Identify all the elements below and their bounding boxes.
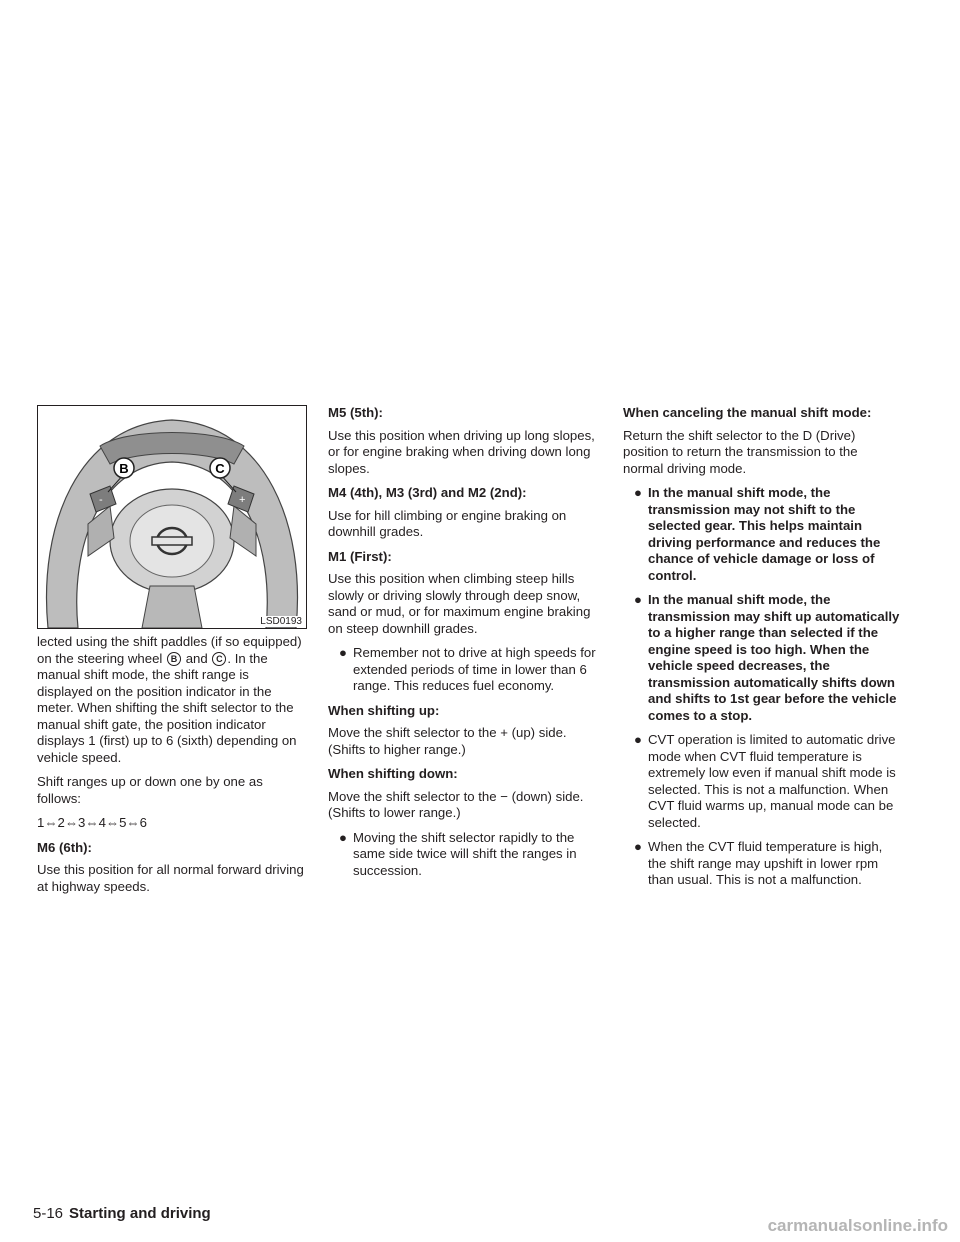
callout-c-label: C <box>215 461 225 476</box>
heading-shift-down: When shifting down: <box>328 766 458 781</box>
mark-c: C <box>212 652 226 666</box>
bullet-m1-text: Remember not to drive at high speeds for extended periods of time in lower than 6 range. This reduces fuel economy. <box>353 645 596 693</box>
bullet-icon: ● <box>339 829 347 845</box>
heading-m4: M4 (4th), M3 (3rd) and M2 (2nd): <box>328 485 527 500</box>
bullet-2-text: In the manual shift mode, the transmission may shift up automatically to a higher range than selected if the engine speed is too high. When the vehicle speed decreases, the transmission automatically shifts down and shifts to 1st gear before the vehicle comes to a stop. <box>648 592 900 723</box>
shift-sequence: 1⇔2⇔3⇔4⇔5⇔6 <box>37 815 147 830</box>
bullet-3-text: CVT operation is limited to automatic drive mode when CVT fluid temperature is extremely low even if manual shift mode is selected. This is not a malfunction. When CVT fluid warms up, manual mode can be selected. <box>648 732 896 830</box>
page-number: 5-16 <box>33 1205 64 1222</box>
callout-b-label: B <box>119 461 129 476</box>
plus-paddle-label: + <box>239 494 246 506</box>
bullet-icon: ● <box>634 839 642 854</box>
column-2 <box>328 405 603 887</box>
paragraph-m1: Use this position when climbing steep hills slowly or driving slowly through deep snow, sand or mud, or for maximum engine braking on steep downhill grades. <box>328 571 591 636</box>
column-3 <box>623 405 901 897</box>
section-title: Starting and driving <box>69 1205 211 1222</box>
bullet-warning-2 <box>623 592 901 724</box>
bullet-1-text: In the manual shift mode, the transmission may not shift to the selected gear. This helps maintain driving performance and reduces the chance of vehicle damage or loss of control. <box>648 485 881 583</box>
intro-and: and <box>182 650 212 666</box>
intro-text-b: . In the manual shift mode, the shift range is displayed on the position indicator in the meter. When shifting the shift selector to the manual shift gate, the position indicator displays 1 (first) up to 6 (sixth) depending on vehicle speed. <box>37 650 297 765</box>
steering-wheel-figure <box>37 405 307 629</box>
paragraph-cancel: Return the shift selector to the D (Drive) position to return the transmission to the normal driving mode. <box>623 427 858 476</box>
bullet-m1 <box>328 645 603 695</box>
heading-m1: M1 (First): <box>328 548 392 564</box>
figure-code: LSD0193 <box>260 616 302 627</box>
paragraph-m4: Use for hill climbing or engine braking on downhill grades. <box>328 507 567 539</box>
paragraph-shift-ranges: Shift ranges up or down one by one as follows: <box>37 774 263 806</box>
bullet-icon: ● <box>634 485 642 500</box>
heading-shift-up: When shifting up: <box>328 702 440 718</box>
bullet-shift-down <box>328 830 603 880</box>
bullet-warning-1 <box>623 485 901 584</box>
heading-m5: M5 (5th): <box>328 405 383 420</box>
bullet-icon: ● <box>339 645 347 660</box>
bullet-cvt-high <box>623 839 901 889</box>
bullet-icon: ● <box>634 732 642 747</box>
page-footer <box>33 1205 211 1222</box>
bullet-icon: ● <box>634 592 642 607</box>
paragraph-m5: Use this position when driving up long slopes, or for engine braking when driving down long slopes. <box>328 427 595 476</box>
paragraph-shift-up: Move the shift selector to the + (up) side. (Shifts to higher range.) <box>328 725 567 757</box>
paragraph-shift-down: Move the shift selector to the − (down) side. (Shifts to lower range.) <box>328 788 584 820</box>
bullet-cvt-low <box>623 732 901 831</box>
mark-b: B <box>167 652 181 666</box>
paragraph-m6: Use this position for all normal forward driving at highway speeds. <box>37 862 304 894</box>
heading-m6: M6 (6th): <box>37 839 92 855</box>
bullet-4-text: When the CVT fluid temperature is high, the shift range may upshift in lower rpm than usual. This is not a malfunction. <box>648 839 883 887</box>
steering-wheel-illustration <box>38 406 306 628</box>
paragraph-intro <box>37 634 307 766</box>
heading-cancel: When canceling the manual shift mode: <box>623 405 872 420</box>
intro-text-a: lected using the shift paddles (if so equipped) on the steering wheel <box>37 634 302 666</box>
bullet-down-text: Moving the shift selector rapidly to the same side twice will shift the ranges in succession. <box>353 829 577 878</box>
column-1 <box>37 634 307 903</box>
minus-paddle-label: - <box>99 494 103 506</box>
watermark: carmanualsonline.info <box>767 1216 948 1235</box>
